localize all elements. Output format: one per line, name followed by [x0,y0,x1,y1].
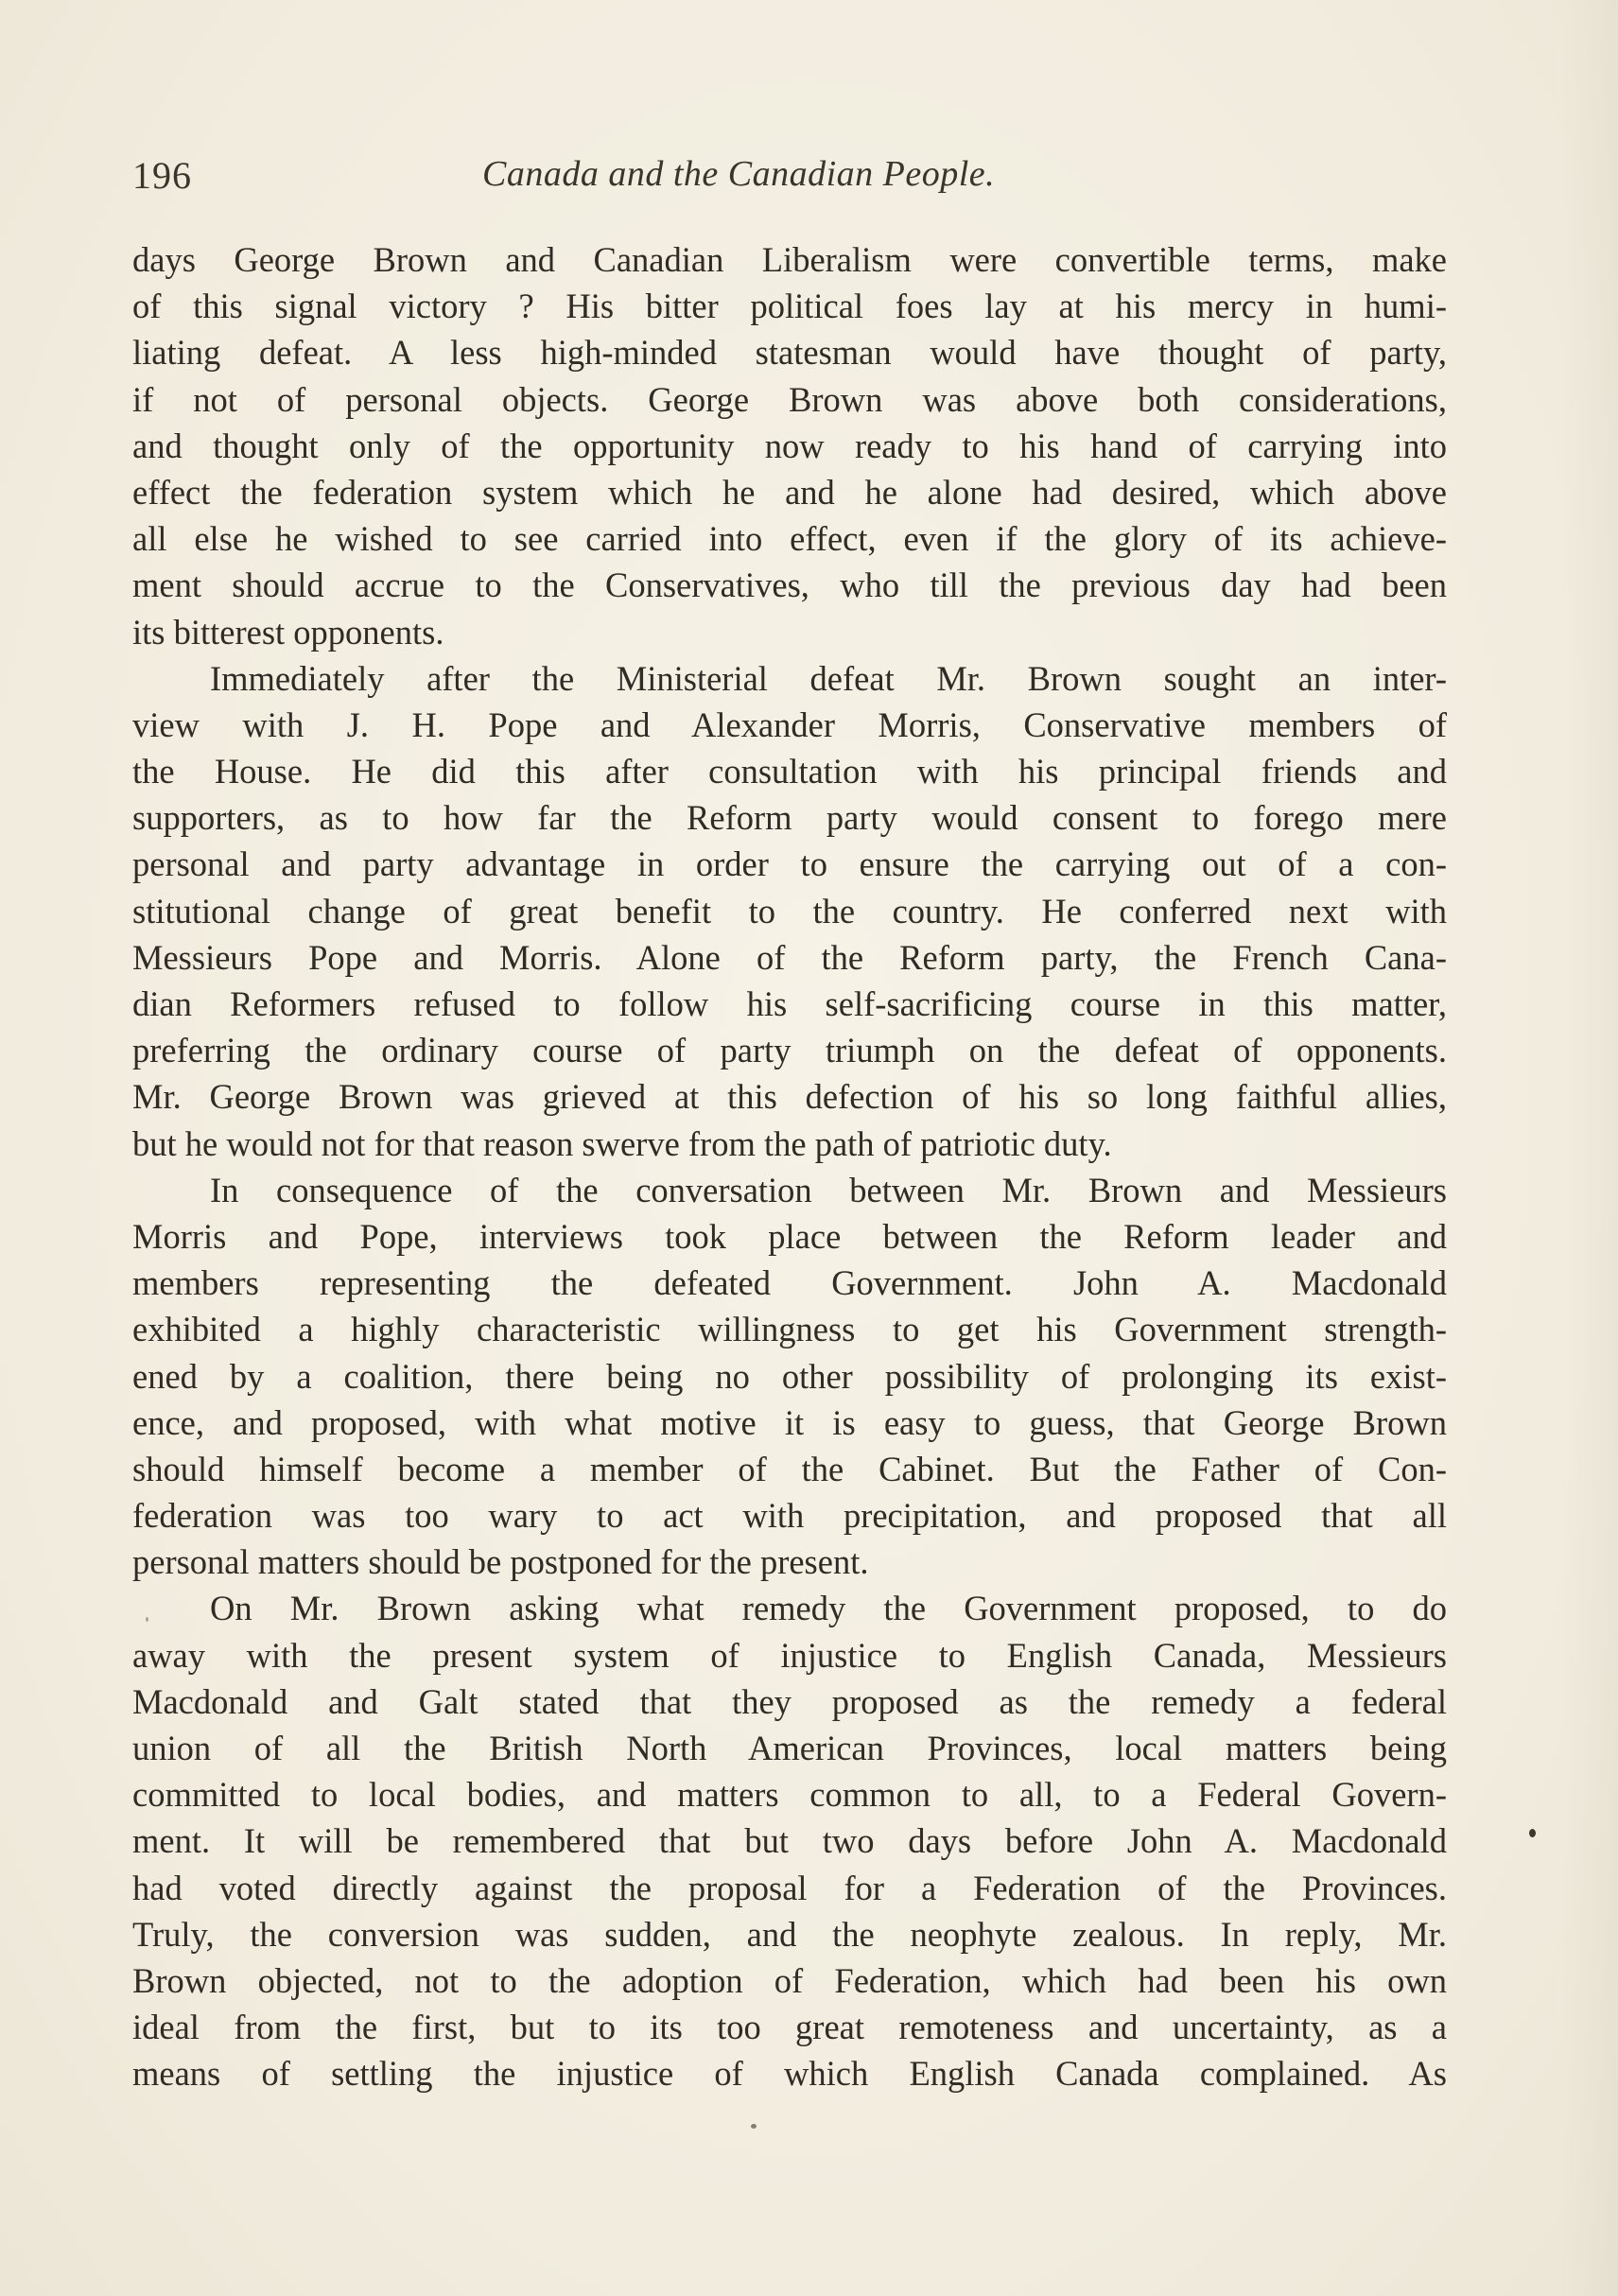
text-line: days George Brown and Canadian Liberalism were convertible terms, make [132,240,1447,279]
text-line: In consequence of the conversation between Mr. Brown and Messieurs [210,1170,1447,1209]
page-number: 196 [132,154,192,197]
text-line: union of all the British North American Provinces, local matters being [132,1729,1447,1767]
page-edge-shadow [1561,0,1618,2296]
text-line: all else he wished to see carried into effect, even if the glory of its achieve- [132,519,1447,559]
running-header [132,153,1437,210]
body-text [132,236,1447,2097]
text-line: dian Reformers refused to follow his self-sacrificing course in this matter, [132,984,1447,1023]
text-line: federation was too wary to act with precipitation, and proposed that all [132,1496,1447,1536]
text-line: Immediately after the Ministerial defeat Mr. Brown sought an inter- [210,658,1447,698]
text-line: but he would not for that reason swerve from the path of patriotic duty. [132,1123,1112,1163]
text-line: supporters, as to how far the Reform party would consent to forego mere [132,798,1447,838]
text-line: effect the federation system which he and he alone had desired, which above [132,472,1447,512]
text-line: means of settling the injustice of which English Canada complained. As [132,2054,1447,2094]
print-speck [146,1617,148,1622]
text-line: committed to local bodies, and matters common to all, to a Federal Govern- [132,1775,1447,1815]
text-line: Messieurs Pope and Morris. Alone of the Reform party, the French Cana- [132,937,1447,977]
text-line: the House. He did this after consultation with his principal friends and [132,752,1447,791]
text-line: Brown objected, not to the adoption of Federation, which had been his own [132,1960,1447,2000]
text-line: should himself become a member of the Cabinet. But the Father of Con- [132,1449,1447,1488]
text-line: personal and party advantage in order to ensure the carrying out of a con- [132,844,1447,884]
print-speck [751,2124,757,2129]
print-speck [1529,1829,1536,1837]
text-line: its bitterest opponents. [132,612,444,652]
text-line: Truly, the conversion was sudden, and the neophyte zealous. In reply, Mr. [132,1914,1447,1954]
text-line: Morris and Pope, interviews took place between the Reform leader and [132,1216,1447,1256]
text-line: ened by a coalition, there being no other possibility of prolonging its exist- [132,1356,1447,1396]
text-line: of this signal victory ? His bitter political foes lay at his mercy in humi- [132,287,1447,326]
text-line: On Mr. Brown asking what remedy the Government proposed, to do [210,1589,1447,1628]
text-line: ence, and proposed, with what motive it is easy to guess, that George Brown [132,1402,1447,1442]
text-line: ment. It will be remembered that but two days before John A. Macdonald [132,1821,1447,1861]
text-line: stitutional change of great benefit to the country. He conferred next with [132,891,1447,931]
text-line: Macdonald and Galt stated that they proposed as the remedy a federal [132,1681,1447,1721]
text-line: members representing the defeated Government. John A. Macdonald [132,1263,1447,1303]
text-line: away with the present system of injustice to English Canada, Messieurs [132,1635,1447,1675]
running-title: Canada and the Canadian People. [482,154,996,194]
text-line: liating defeat. A less high-minded statesman would have thought of party, [132,333,1447,373]
text-line: personal matters should be postponed for the present. [132,1542,869,1582]
text-line: and thought only of the opportunity now ready to his hand of carrying into [132,426,1447,465]
text-line: exhibited a highly characteristic willingness to get his Government strength- [132,1310,1447,1349]
text-line: preferring the ordinary course of party triumph on the defeat of opponents. [132,1031,1447,1070]
text-line: if not of personal objects. George Brown was above both considerations, [132,379,1447,419]
text-line: Mr. George Brown was grieved at this defection of his so long faithful allies, [132,1077,1447,1117]
text-line: view with J. H. Pope and Alexander Morris, Conservative members of [132,704,1447,744]
text-line: had voted directly against the proposal for a Federation of the Provinces. [132,1868,1447,1907]
text-line: ment should accrue to the Conservatives, who till the previous day had been [132,565,1447,605]
text-line: ideal from the first, but to its too great remoteness and uncertainty, as a [132,2008,1447,2047]
